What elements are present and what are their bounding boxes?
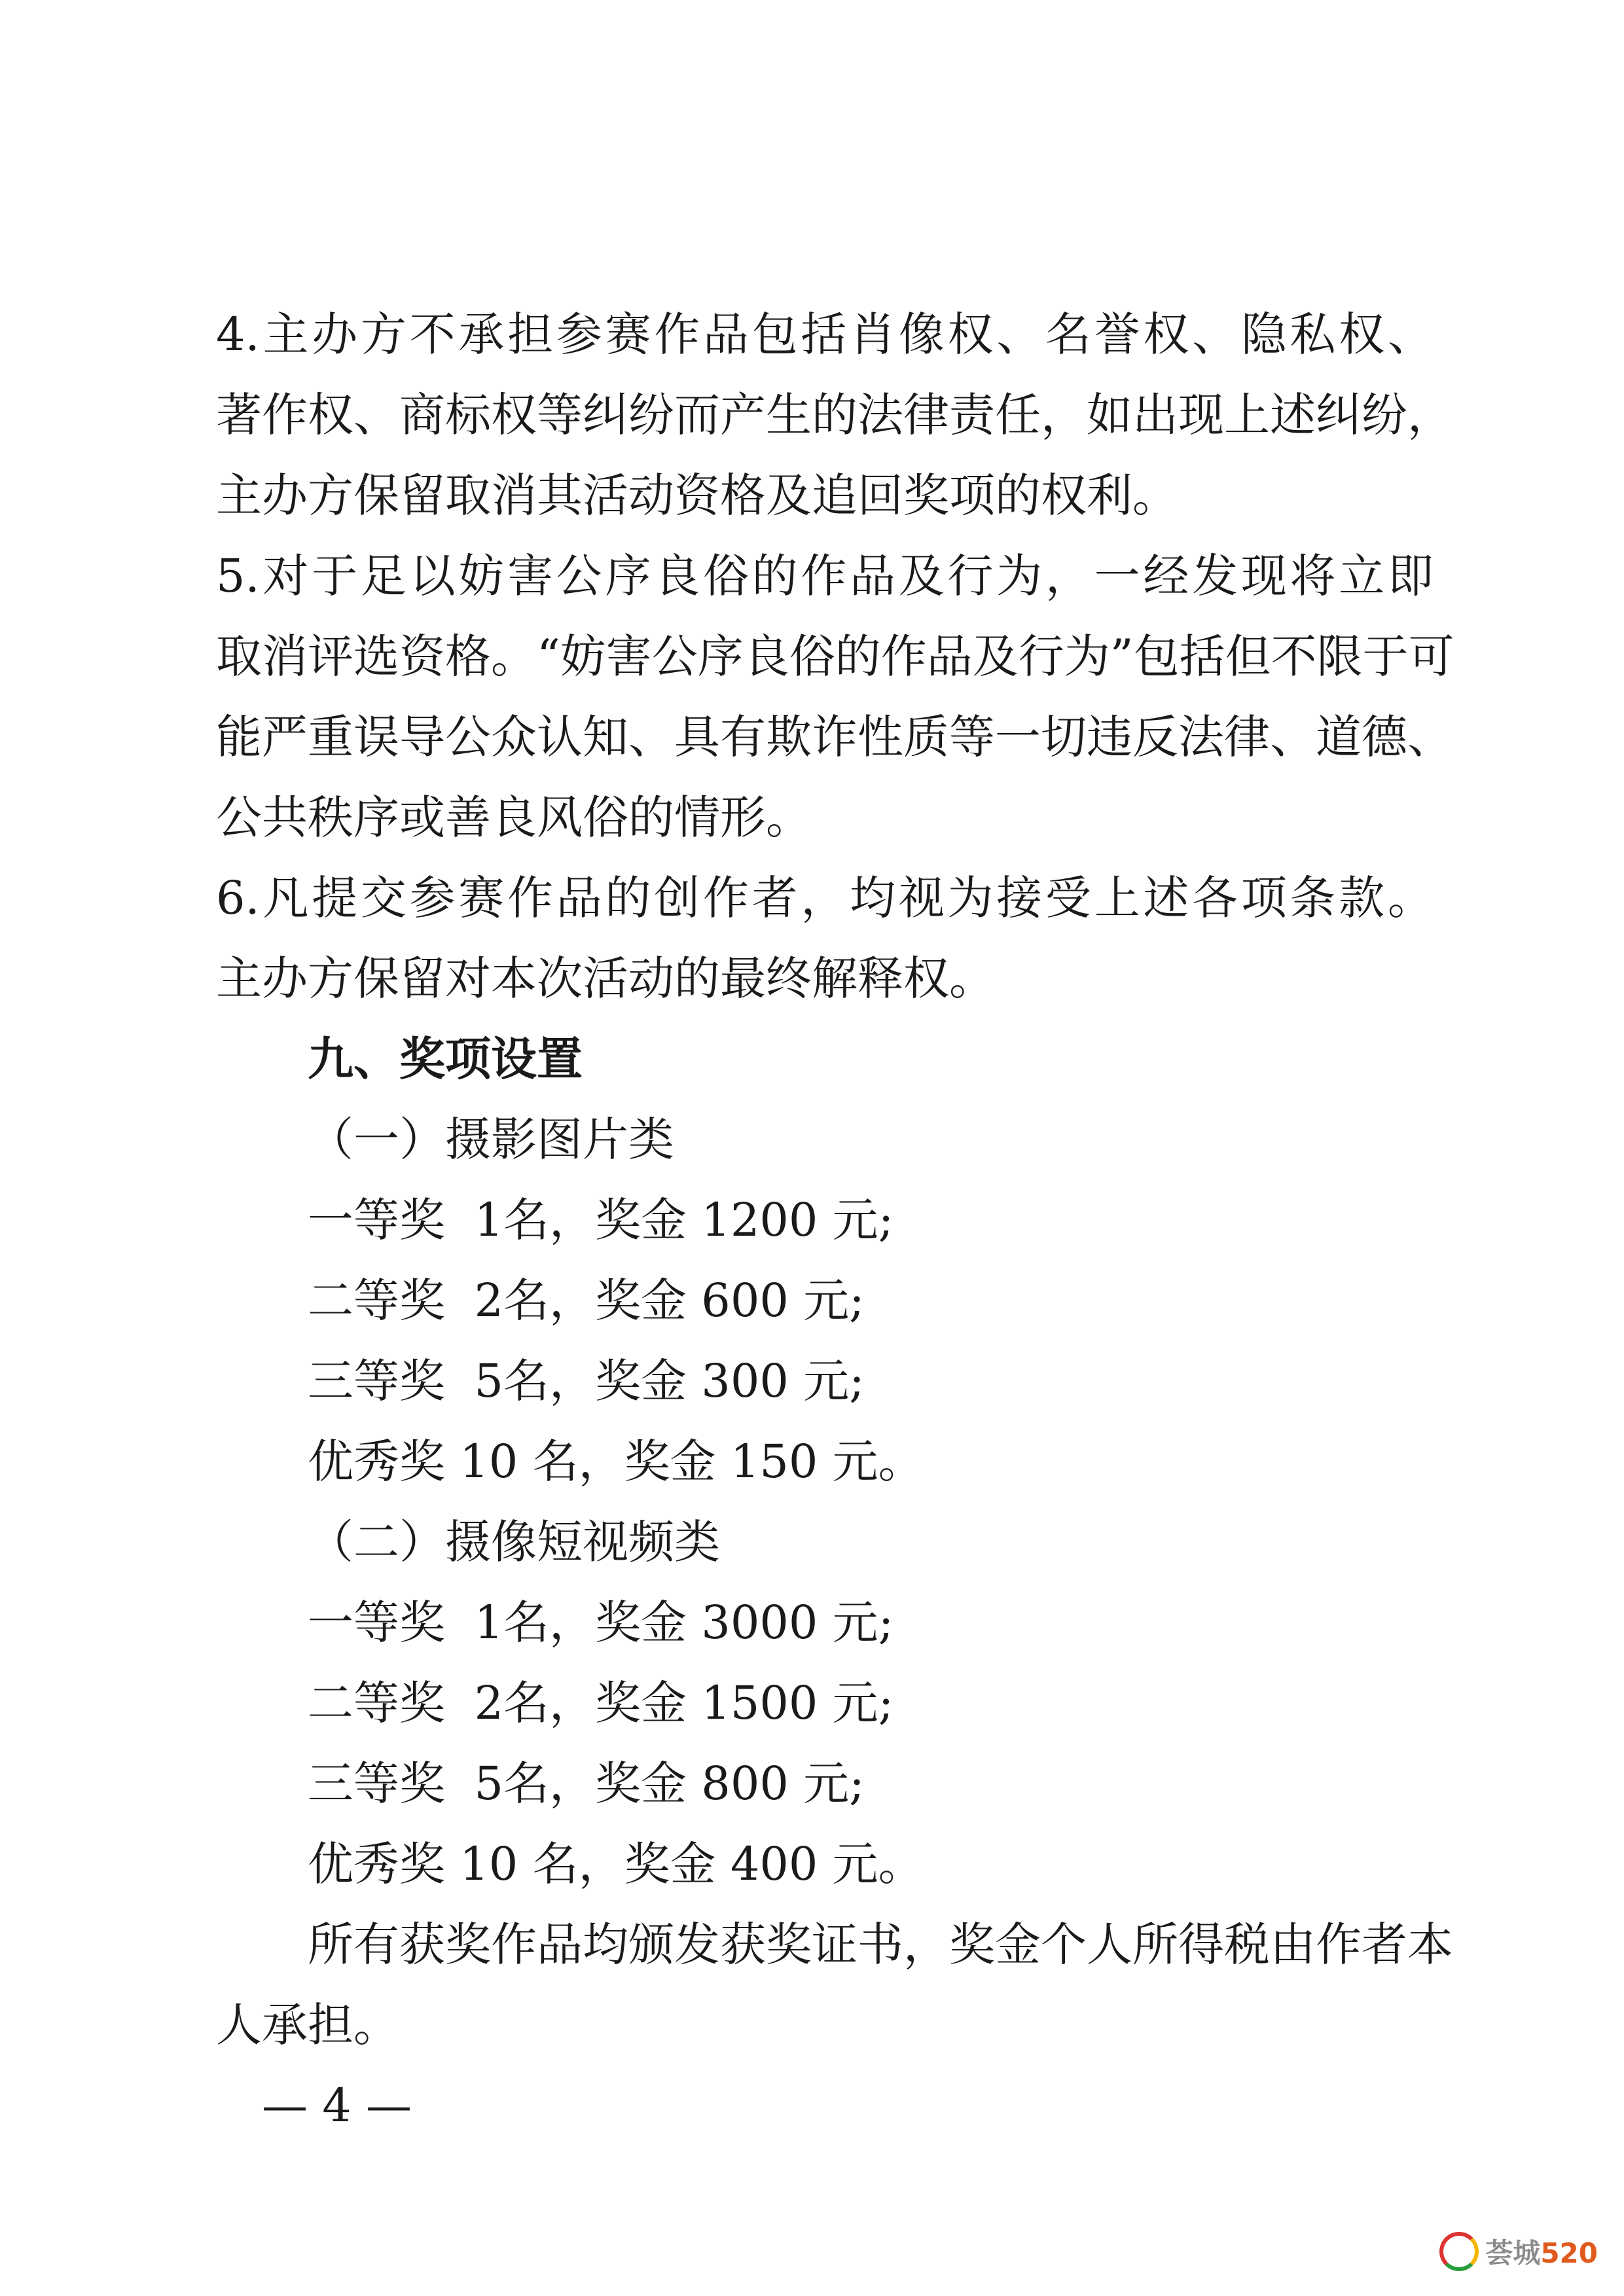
photo-prize-excellence: 优秀奖 10 名，奖金 150 元。 <box>308 1435 924 1488</box>
paragraph-5-line-3: 能严重误导公众认知、具有欺诈性质等一切违反法律、道德、 <box>216 710 1453 764</box>
photo-prize-3: 三等奖 5名，奖金 300 元; <box>308 1354 865 1408</box>
paragraph-4-line-1: 4.主办方不承担参赛作品包括肖像权、名誉权、隐私权、 <box>216 308 1434 361</box>
video-prize-excellence: 优秀奖 10 名，奖金 400 元。 <box>308 1837 924 1891</box>
video-category-title: （二）摄像短视频类 <box>308 1515 720 1569</box>
paragraph-6-line-1: 6.凡提交参赛作品的创作者，均视为接受上述各项条款。 <box>216 871 1434 925</box>
paragraph-5-line-2: 取消评选资格。“妨害公序良俗的作品及行为”包括但不限于可 <box>216 630 1454 683</box>
paragraph-4-line-3: 主办方保留取消其活动资格及追回奖项的权利。 <box>216 469 1178 522</box>
section-title: 九、奖项设置 <box>308 1031 583 1086</box>
watermark-text <box>1485 2232 1598 2271</box>
photo-category-title: （一）摄影图片类 <box>308 1113 674 1166</box>
page-number: — 4 — <box>262 2079 412 2132</box>
closing-line-1: 所有获奖作品均颁发获奖证书，奖金个人所得税由作者本 <box>308 1918 1453 1971</box>
paragraph-4-line-2: 著作权、商标权等纠纷而产生的法律责任，如出现上述纠纷， <box>216 388 1453 442</box>
photo-prize-1: 一等奖 1名，奖金 1200 元; <box>308 1193 894 1247</box>
watermark-brand: 荟城 <box>1485 2237 1541 2269</box>
watermark <box>1439 2232 1598 2271</box>
paragraph-5-line-4: 公共秩序或善良风俗的情形。 <box>216 791 812 844</box>
watermark-logo-icon <box>1439 2232 1479 2271</box>
video-prize-2: 二等奖 2名，奖金 1500 元; <box>308 1676 894 1730</box>
paragraph-5-line-1: 5.对于足以妨害公序良俗的作品及行为，一经发现将立即 <box>216 549 1434 603</box>
closing-line-2: 人承担。 <box>216 1998 399 2052</box>
video-prize-1: 一等奖 1名，奖金 3000 元; <box>308 1596 894 1649</box>
paragraph-6-line-2: 主办方保留对本次活动的最终解释权。 <box>216 952 995 1005</box>
watermark-number: 520 <box>1540 2237 1598 2269</box>
photo-prize-2: 二等奖 2名，奖金 600 元; <box>308 1274 865 1327</box>
video-prize-3: 三等奖 5名，奖金 800 元; <box>308 1757 865 1810</box>
